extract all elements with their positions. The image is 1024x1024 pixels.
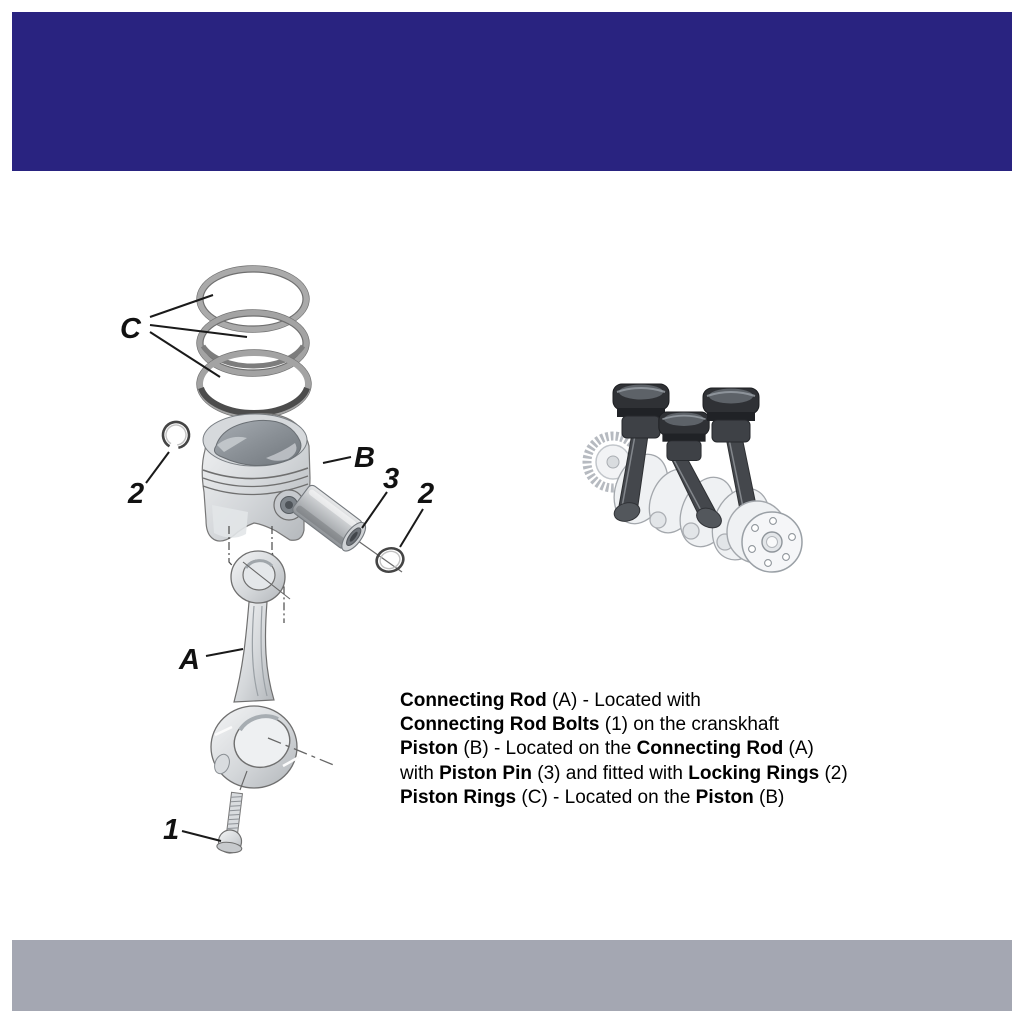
crank-flange [727, 501, 802, 572]
desc-segment: (B) [753, 786, 785, 808]
desc-line-2 [400, 713, 940, 737]
label-piston: B [354, 442, 375, 474]
leader-line-bolt [182, 831, 221, 841]
desc-segment: Piston Pin [439, 762, 532, 784]
desc-segment: (A) - Located with [546, 690, 701, 711]
desc-segment: (1) on the cranskhaft [599, 714, 780, 736]
label-locking-ring-left: 2 [128, 478, 145, 510]
piston-ring-bottom [197, 350, 311, 418]
desc-segment: (C) - Located on the [516, 786, 696, 808]
leader-line-lock-right [400, 509, 423, 547]
label-piston-rings: C [120, 313, 141, 345]
desc-segment: (B) - Located on the [458, 738, 637, 760]
desc-segment: (2) [819, 762, 848, 784]
label-connecting-rod: A [179, 644, 200, 676]
connecting-rod-illustration [178, 551, 336, 788]
piston-pin-illustration [291, 483, 370, 554]
desc-segment: Piston [695, 786, 754, 808]
leader-line-rod [206, 649, 243, 656]
desc-segment: Connecting Rod Bolts [400, 714, 600, 736]
desc-segment: (A) [783, 738, 814, 760]
leader-line-lock-left [146, 452, 169, 483]
desc-segment: Connecting Rod [400, 690, 547, 711]
piston-rings-illustration [120, 266, 311, 418]
desc-segment: Connecting Rod [636, 738, 784, 760]
desc-segment: Piston [400, 738, 459, 760]
leader-line-piston [323, 457, 351, 463]
label-locking-ring-right: 2 [418, 478, 435, 510]
desc-line-4 [400, 762, 940, 786]
desc-segment: Piston Rings [400, 786, 517, 808]
desc-segment: Locking Rings [688, 762, 820, 784]
desc-line-5 [400, 786, 940, 810]
parts-description [400, 689, 940, 810]
desc-line-1 [400, 689, 940, 713]
desc-segment: (3) and fitted with [531, 762, 689, 784]
desc-segment: with [400, 762, 440, 784]
locking-ring-left-illustration [127, 417, 194, 510]
crankshaft-assembly-illustration [587, 384, 802, 572]
desc-line-3 [400, 737, 940, 761]
label-rod-bolt: 1 [163, 814, 180, 846]
label-piston-pin: 3 [383, 463, 400, 495]
leader-line-pin [362, 492, 387, 528]
